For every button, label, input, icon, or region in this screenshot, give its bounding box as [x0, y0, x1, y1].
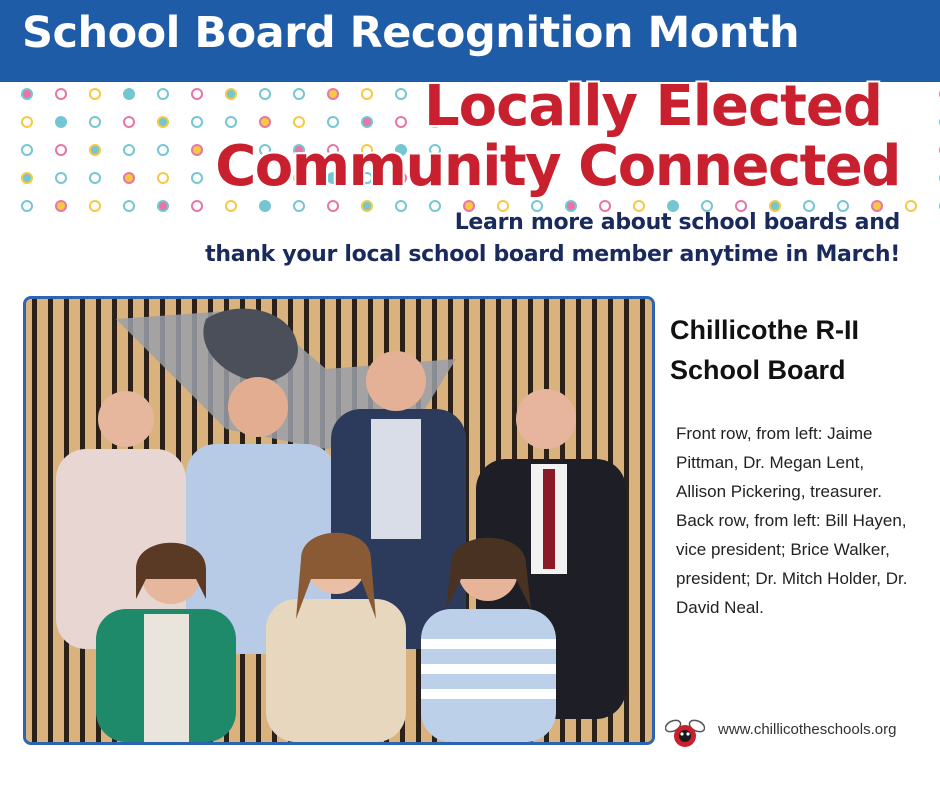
subheading-line-2: thank your local school board member anytime in March! — [205, 242, 900, 267]
board-title-line-1: Chillicothe R-II — [670, 315, 859, 345]
banner-title: School Board Recognition Month — [22, 8, 800, 58]
board-title-line-2: School Board — [670, 355, 846, 385]
board-title — [670, 310, 910, 390]
photo-caption: Front row, from left: Jaime Pittman, Dr. Megan Lent, Allison Pickering, treasurer. Back row, from left: Bill Hayen, vice president; Brice Walker, president; Dr. Mitch Holder, Dr. David Neal. — [676, 424, 908, 617]
header-banner — [0, 0, 940, 82]
subheading-line-1: Learn more about school boards and — [454, 210, 900, 235]
board-group-photo — [23, 296, 655, 745]
headline-community-connected: Community Connected — [215, 134, 900, 199]
headline-locally-elected: Locally Elected — [424, 74, 882, 139]
website-link[interactable]: www.chillicotheschools.org — [718, 721, 897, 738]
hornet-mascot-logo — [665, 712, 705, 752]
